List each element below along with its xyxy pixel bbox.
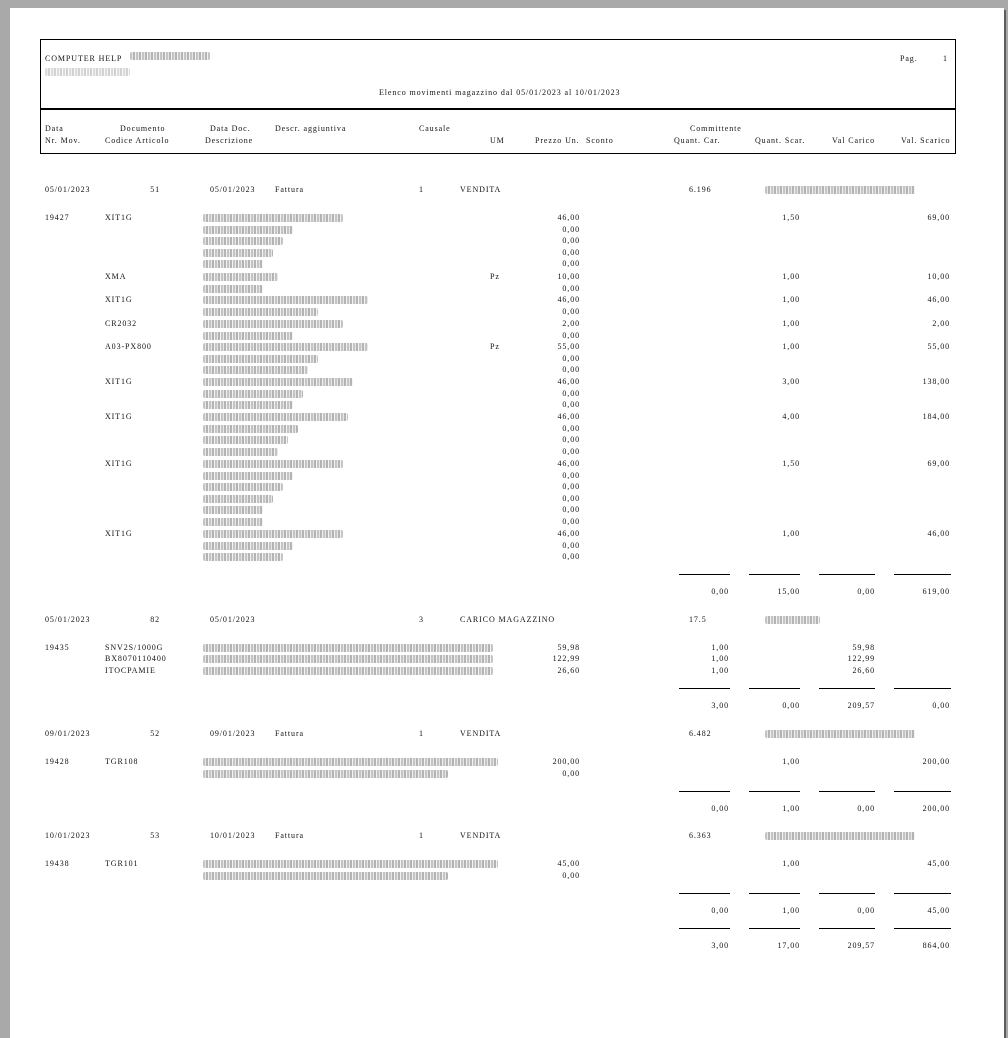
- article-discount: 0,00: [562, 446, 580, 456]
- article-price: 200,00: [552, 757, 580, 766]
- redacted-article-description: [203, 872, 448, 880]
- group-causale-name: VENDITA: [460, 831, 502, 840]
- total-rule: [749, 574, 800, 575]
- article-val-scarico: 184,00: [922, 412, 950, 421]
- col-nr-mov: Nr. Mov.: [45, 136, 81, 145]
- redacted-article-description: [203, 237, 283, 245]
- group-causale-code: 1: [419, 729, 424, 738]
- group-causale-code: 1: [419, 831, 424, 840]
- article-price: 46,00: [557, 529, 580, 538]
- redacted-committente-name: [765, 730, 915, 738]
- article-discount: 0,00: [562, 768, 580, 778]
- article-val-carico: 122,99: [847, 654, 875, 663]
- redacted-article-description: [203, 644, 493, 652]
- article-val-carico: 59,98: [852, 643, 875, 652]
- article-code: TGR101: [105, 859, 139, 868]
- article-quant-scar: 1,00: [782, 342, 800, 351]
- group-total-car: 3,00: [711, 701, 729, 710]
- group-doc-date: 05/01/2023: [210, 615, 256, 624]
- group-total-scar: 0,00: [782, 701, 800, 710]
- article-code: A03-PX800: [105, 342, 152, 351]
- grand-total-val-scarico: 864,00: [922, 941, 950, 950]
- article-discount: 0,00: [562, 423, 580, 433]
- group-total-val-carico: 209,57: [847, 701, 875, 710]
- article-quant-scar: 1,50: [782, 459, 800, 468]
- redacted-article-description: [203, 320, 343, 328]
- group-total-scar: 1,00: [782, 906, 800, 915]
- group-total-scar: 15,00: [777, 587, 800, 596]
- total-rule: [749, 688, 800, 689]
- article-price: 46,00: [557, 412, 580, 421]
- article-code: BX8070110400: [105, 654, 167, 663]
- mov-number: 19428: [45, 757, 70, 766]
- grand-total-car: 3,00: [711, 941, 729, 950]
- redacted-article-description: [203, 483, 283, 491]
- col-committente: Committente: [690, 124, 742, 133]
- article-discount: 0,00: [562, 470, 580, 480]
- col-data: Data: [45, 124, 64, 133]
- article-val-scarico: 45,00: [927, 859, 950, 868]
- report-page: [10, 8, 1004, 1038]
- group-total-val-scarico: 619,00: [922, 587, 950, 596]
- group-date: 10/01/2023: [45, 831, 91, 840]
- article-val-scarico: 69,00: [927, 213, 950, 222]
- article-discount: 0,00: [562, 552, 580, 562]
- total-rule: [819, 688, 875, 689]
- article-quant-car: 1,00: [711, 643, 729, 652]
- article-quant-scar: 1,50: [782, 213, 800, 222]
- article-discount: 0,00: [562, 540, 580, 550]
- redacted-article-description: [203, 366, 308, 374]
- col-prezzo-un: Prezzo Un.: [535, 136, 580, 145]
- total-rule: [894, 893, 951, 894]
- group-doc-date: 05/01/2023: [210, 185, 256, 194]
- group-date: 05/01/2023: [45, 615, 91, 624]
- article-discount: 0,00: [562, 505, 580, 515]
- group-doc-number: 53: [150, 831, 160, 840]
- redacted-article-description: [203, 214, 343, 222]
- article-val-scarico: 46,00: [927, 295, 950, 304]
- group-total-val-scarico: 200,00: [922, 804, 950, 813]
- group-causale-name: VENDITA: [460, 185, 502, 194]
- article-code: ITOCPAMIE: [105, 666, 156, 675]
- article-price: 122,99: [552, 654, 580, 663]
- article-discount: 0,00: [562, 224, 580, 234]
- total-rule: [749, 791, 800, 792]
- grand-total-val-carico: 209,57: [847, 941, 875, 950]
- article-quant-car: 1,00: [711, 654, 729, 663]
- col-codice-articolo: Codice Articolo: [105, 136, 170, 145]
- redacted-committente-name: [765, 616, 820, 624]
- article-um: Pz: [490, 272, 500, 281]
- article-discount: 0,00: [562, 870, 580, 880]
- group-doc-number: 51: [150, 185, 160, 194]
- group-total-car: 0,00: [711, 906, 729, 915]
- total-rule: [679, 688, 730, 689]
- article-val-scarico: 2,00: [932, 319, 950, 328]
- article-price: 45,00: [557, 859, 580, 868]
- group-committente-code: 6.196: [689, 185, 712, 194]
- article-price: 26,60: [557, 666, 580, 675]
- article-discount: 0,00: [562, 247, 580, 257]
- group-committente-code: 17.5: [689, 615, 707, 624]
- article-quant-scar: 1,00: [782, 529, 800, 538]
- total-rule: [894, 928, 951, 929]
- article-quant-car: 1,00: [711, 666, 729, 675]
- group-total-val-carico: 0,00: [857, 906, 875, 915]
- group-total-scar: 1,00: [782, 804, 800, 813]
- article-price: 10,00: [557, 272, 580, 281]
- article-price: 2,00: [562, 319, 580, 328]
- article-discount: 0,00: [562, 517, 580, 526]
- redacted-article-description: [203, 472, 293, 480]
- redacted-article-description: [203, 378, 353, 386]
- total-rule: [894, 574, 951, 575]
- article-discount: 0,00: [562, 330, 580, 340]
- redacted-article-description: [203, 495, 273, 503]
- group-committente-code: 6.482: [689, 729, 712, 738]
- group-total-val-scarico: 0,00: [932, 701, 950, 710]
- total-rule: [679, 928, 730, 929]
- article-quant-scar: 4,00: [782, 412, 800, 421]
- group-doc-number: 82: [150, 615, 160, 624]
- redacted-company-address: [45, 68, 130, 76]
- article-discount: 0,00: [562, 388, 580, 398]
- redacted-article-description: [203, 518, 263, 526]
- article-code: XIT1G: [105, 529, 133, 538]
- col-descr-aggiuntiva: Descr. aggiuntiva: [275, 124, 347, 133]
- group-doc-type: Fattura: [275, 185, 304, 194]
- mov-number: 19435: [45, 643, 70, 652]
- article-quant-scar: 3,00: [782, 377, 800, 386]
- redacted-article-description: [203, 308, 318, 316]
- article-val-scarico: 138,00: [922, 377, 950, 386]
- article-discount: 0,00: [562, 482, 580, 492]
- total-rule: [819, 791, 875, 792]
- group-causale-code: 3: [419, 615, 424, 624]
- article-code: XIT1G: [105, 295, 133, 304]
- redacted-article-description: [203, 436, 288, 444]
- article-discount: 0,00: [562, 283, 580, 293]
- col-documento: Documento: [120, 124, 166, 133]
- group-total-val-carico: 0,00: [857, 804, 875, 813]
- redacted-article-description: [203, 413, 348, 421]
- redacted-article-description: [203, 460, 343, 468]
- total-rule: [894, 791, 951, 792]
- redacted-article-description: [203, 355, 318, 363]
- group-total-car: 0,00: [711, 587, 729, 596]
- article-price: 46,00: [557, 213, 580, 222]
- redacted-article-description: [203, 226, 293, 234]
- group-causale-name: VENDITA: [460, 729, 502, 738]
- article-code: SNV2S/1000G: [105, 643, 164, 652]
- redacted-article-description: [203, 542, 293, 550]
- grand-total-scar: 17,00: [777, 941, 800, 950]
- article-code: XIT1G: [105, 412, 133, 421]
- col-data-doc: Data Doc.: [210, 124, 251, 133]
- article-code: XMA: [105, 272, 127, 281]
- col-um: UM: [490, 136, 505, 145]
- total-rule: [819, 893, 875, 894]
- group-doc-type: Fattura: [275, 729, 304, 738]
- group-doc-date: 09/01/2023: [210, 729, 256, 738]
- total-rule: [749, 893, 800, 894]
- article-code: XIT1G: [105, 377, 133, 386]
- article-code: TGR108: [105, 757, 139, 766]
- article-val-carico: 26,60: [852, 666, 875, 675]
- redacted-committente-name: [765, 186, 915, 194]
- redacted-article-description: [203, 343, 368, 351]
- redacted-article-description: [203, 655, 493, 663]
- col-val-carico: Val Carico: [832, 136, 875, 145]
- article-price: 46,00: [557, 295, 580, 304]
- redacted-article-description: [203, 448, 278, 456]
- group-total-val-carico: 0,00: [857, 587, 875, 596]
- article-quant-scar: 1,00: [782, 319, 800, 328]
- article-quant-scar: 1,00: [782, 295, 800, 304]
- redacted-company-info: [130, 52, 210, 60]
- redacted-article-description: [203, 296, 368, 304]
- redacted-article-description: [203, 758, 498, 766]
- article-val-scarico: 200,00: [922, 757, 950, 766]
- article-discount: 0,00: [562, 400, 580, 410]
- report-title: Elenco movimenti magazzino dal 05/01/2023 al 10/01/2023: [379, 88, 621, 97]
- col-sconto: Sconto: [586, 136, 614, 145]
- company-name: COMPUTER HELP: [45, 54, 123, 63]
- redacted-article-description: [203, 506, 263, 514]
- page-number: 1: [943, 54, 948, 63]
- redacted-article-description: [203, 332, 293, 340]
- article-price: 59,98: [557, 643, 580, 652]
- group-causale-name: CARICO MAGAZZINO: [460, 615, 556, 624]
- redacted-article-description: [203, 425, 298, 433]
- redacted-article-description: [203, 553, 283, 561]
- article-code: XIT1G: [105, 213, 133, 222]
- total-rule: [749, 928, 800, 929]
- group-doc-number: 52: [150, 729, 160, 738]
- redacted-article-description: [203, 285, 263, 293]
- article-val-scarico: 69,00: [927, 459, 950, 468]
- column-header-box: [40, 109, 956, 154]
- redacted-article-description: [203, 249, 273, 257]
- redacted-article-description: [203, 260, 263, 268]
- article-val-scarico: 55,00: [927, 342, 950, 351]
- article-discount: 0,00: [562, 306, 580, 316]
- redacted-article-description: [203, 390, 303, 398]
- article-price: 46,00: [557, 377, 580, 386]
- article-discount: 0,00: [562, 236, 580, 246]
- total-rule: [679, 791, 730, 792]
- article-discount: 0,00: [562, 493, 580, 503]
- total-rule: [679, 893, 730, 894]
- redacted-article-description: [203, 770, 448, 778]
- article-code: CR2032: [105, 319, 138, 328]
- page-label: Pag.: [900, 54, 918, 63]
- total-rule: [819, 574, 875, 575]
- group-doc-type: Fattura: [275, 831, 304, 840]
- total-rule: [894, 688, 951, 689]
- redacted-committente-name: [765, 832, 915, 840]
- col-descrizione: Descrizione: [205, 136, 254, 145]
- redacted-article-description: [203, 860, 498, 868]
- article-quant-scar: 1,00: [782, 272, 800, 281]
- col-causale: Causale: [419, 124, 451, 133]
- col-quant-car: Quant. Car.: [674, 136, 721, 145]
- article-discount: 0,00: [562, 353, 580, 363]
- group-total-car: 0,00: [711, 804, 729, 813]
- article-quant-scar: 1,00: [782, 859, 800, 868]
- article-discount: 0,00: [562, 365, 580, 375]
- redacted-article-description: [203, 667, 493, 675]
- article-discount: 0,00: [562, 435, 580, 445]
- total-rule: [679, 574, 730, 575]
- article-val-scarico: 10,00: [927, 272, 950, 281]
- mov-number: 19427: [45, 213, 70, 222]
- group-causale-code: 1: [419, 185, 424, 194]
- total-rule: [819, 928, 875, 929]
- group-total-val-scarico: 45,00: [927, 906, 950, 915]
- group-date: 09/01/2023: [45, 729, 91, 738]
- report-header-box: [40, 39, 956, 110]
- group-committente-code: 6.363: [689, 831, 712, 840]
- redacted-article-description: [203, 273, 278, 281]
- redacted-article-description: [203, 401, 293, 409]
- article-discount: 0,00: [562, 259, 580, 269]
- mov-number: 19438: [45, 859, 70, 868]
- col-quant-scar: Quant. Scar.: [755, 136, 806, 145]
- redacted-article-description: [203, 530, 343, 538]
- article-val-scarico: 46,00: [927, 529, 950, 538]
- article-price: 55,00: [557, 342, 580, 351]
- col-val-scarico: Val. Scarico: [901, 136, 951, 145]
- group-date: 05/01/2023: [45, 185, 91, 194]
- article-price: 46,00: [557, 459, 580, 468]
- article-um: Pz: [490, 342, 500, 351]
- group-doc-date: 10/01/2023: [210, 831, 256, 840]
- article-code: XIT1G: [105, 459, 133, 468]
- article-quant-scar: 1,00: [782, 757, 800, 766]
